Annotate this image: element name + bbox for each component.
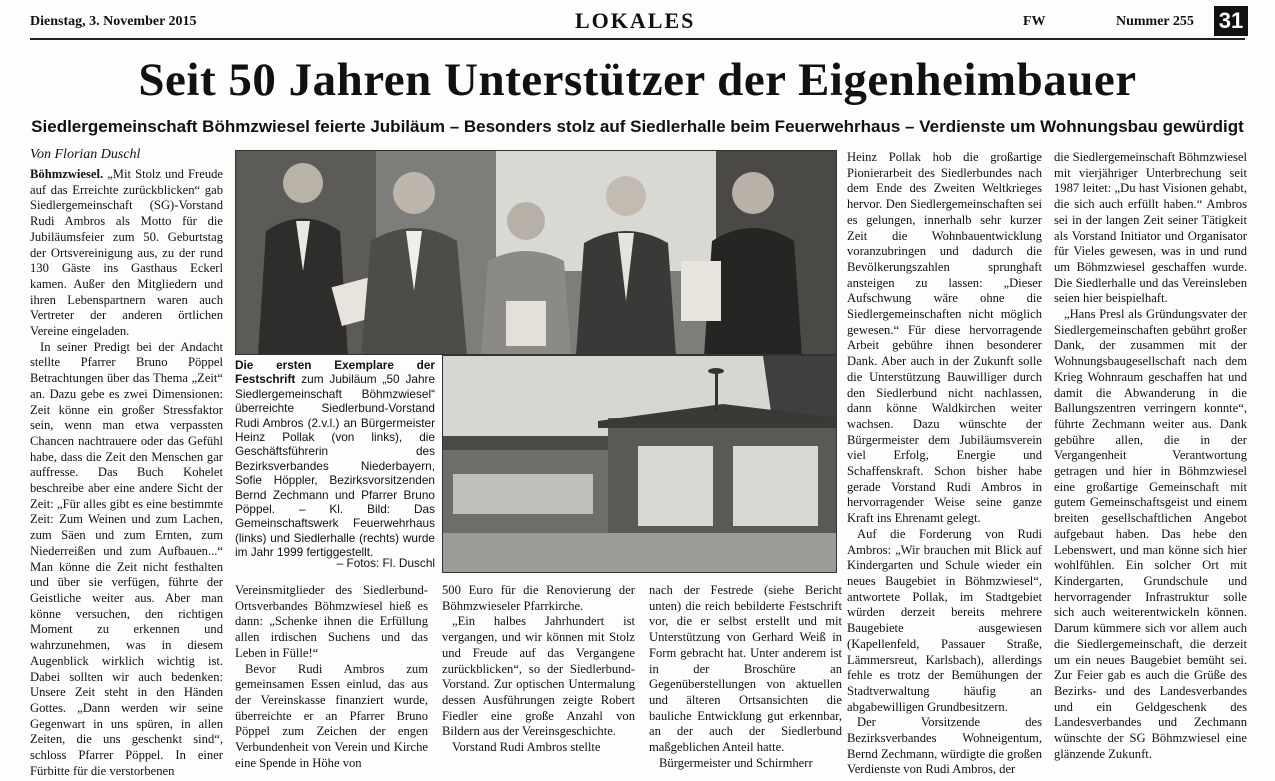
building-photo-image: [443, 356, 837, 573]
group-photo: [235, 150, 837, 355]
paragraph: In seiner Predigt bei der Andacht stellte Pfarrer Bruno Pöppel Betrachtungen über das Thema „Zeit“ an. Dazu gebe es zwei Dimensionen: Zeit könne ein großer Stressfaktor sein, wenn man etwa verpassten Chancen nachtrauere oder das Gefühl habe, dass die Zeit den Menschen gar auffresse. Das Buch Kohelet beschreibe aber eine andere Sicht der Zeit: „Für alles gibt es eine bestimmte Zeit: Zum Weinen und zum Lachen, zum Säen und zum Ernten, zum Niederreißen und zum Aufbauen...“ Man könne die Zeit nicht festhalten und über sie verfügen, führte der Geistliche weiter aus. Aber man könne versuchen, den richtigen Moment zu erkennen und wahrzunehmen, was in diesem Augenblick wirklich wichtig ist. Dabei sollten wir auch bedenken: Unsere Zeit steht in den Händen Gottes. „Dann werden wir seine Gegenwart in uns spüren, in allen Zeiten, die uns geschenkt sind“, schloss Pfarrer Pöppel. In einer Fürbitte für die verstorbenen: [30, 339, 223, 778]
dateline: Böhmzwiesel.: [30, 167, 104, 181]
article-column-6: [1054, 150, 1247, 762]
article-column-4: [649, 583, 842, 771]
paragraph-text: „Mit Stolz und Freude auf das Erreichte zurückblicken“ gab Siedlergemeinschaft (SG)-Vorstand Rudi Ambros als Motto für die Jubiläumsfeier zum 50. Geburtstag der Ortsvereinigung aus, zu der rund 130 Gäste ins Gasthaus Eckerl kamen. Außer den Mitgliedern und ihren Lebenspartnern waren auch Vertreter der anderen örtlichen Vereine eingeladen.: [30, 167, 223, 339]
page-header: [30, 6, 1245, 36]
page-number: 31: [1214, 6, 1248, 36]
paragraph: Bürgermeister und Schirmherr: [659, 755, 813, 770]
article-column-5: [847, 150, 1042, 778]
paragraph: Bevor Rudi Ambros zum gemeinsamen Essen einlud, das aus der Vereinskasse finanziert wurde, überreichte er an Pfarrer Bruno Pöppel zum Zeichen der engen Verbundenheit von Verein und Kirche eine Spende in Höhe von: [235, 661, 428, 770]
issue-number: Nummer 255: [1116, 14, 1194, 29]
paragraph: Auf die Forderung von Rudi Ambros: „Wir brauchen mit Blick auf Kindergarten und Schule wieder ein neues Baugebiet in Böhmzwiesel“, antwortete Pollak, im Stadtgebiet würden derzeit bereits mehrere Baugebiete ausgewiesen (Kapellenfeld, Passauer Straße, Lämmersreut, Karlsbach), allerdings fehle es trotz der Bemühungen der Stadtverwaltung häufig an abgabewilligen Grundbesitzern.: [847, 526, 1042, 714]
issue-date: Dienstag, 3. November 2015: [30, 14, 197, 29]
caption-text: zum Jubiläum „50 Jahre Siedlergemeinschaft Böhmzwiesel“ überreichte Siedlerbund-Vorstand Rudi Ambros (2.v.l.) an Bürgermeister Heinz Pollak (von links), die Geschäftsführerin des Bezirksverbandes Niederbayern, Sofie Höppler, Bezirksvorsitzenden Bernd Zechmann und Pfarrer Bruno Pöppel. – Kl. Bild: Das Gemeinschaftswerk Feuerwehrhaus (links) und Siedlerhalle (rechts) wurde im Jahr 1999 fertiggestellt.: [235, 372, 436, 560]
paragraph: „Ein halbes Jahrhundert ist vergangen, und wir können mit Stolz und Freude auf das Vergangene zurückblicken“, so der Siedlerbund-Vorstand. Zur optischen Untermalung dessen Ausführungen zeigte Robert Fiedler eine große Anzahl von Bildern aus der Vereinsgeschichte.: [442, 614, 635, 739]
building-photo: [442, 355, 837, 573]
paragraph: nach der Festrede (siehe Bericht unten) die reich bebilderte Festschrift vor, die er selbst erstellt und mit Unterstützung von Gerhard Weiß in Form gebracht hat. Unter anderem ist in der Broschüre an Gegenüberstellungen von aktuellen und älteren Ortsansichten die bauliche Entwicklung gut erkennbar, an der auch der Siedlerbund maßgeblichen Anteil hatte.: [649, 583, 842, 755]
paragraph: 500 Euro für die Renovierung der Böhmzwieseler Pfarrkirche.: [442, 583, 635, 613]
article-headline: Seit 50 Jahren Unterstützer der Eigenheimbauer: [138, 54, 1137, 106]
article-subheadline: Siedlergemeinschaft Böhmzwiesel feierte Jubiläum – Besonders stolz auf Siedlerhalle beim Feuerwehrhaus – Verdienste um Wohnungsbau gewürdigt: [31, 117, 1244, 136]
paragraph: Vereinsmitglieder des Siedlerbund-Ortsverbandes Böhmzwiesel hieß es dann: „Schenke ihnen die Erfüllung allen irdischen Suchens und das Leben in Fülle!“: [235, 583, 428, 660]
article-column-2: [235, 583, 428, 771]
article-byline: Von Florian Duschl: [30, 147, 141, 162]
paper-abbrev: FW: [1023, 14, 1046, 29]
photo-credit: – Fotos: Fl. Duschl: [336, 556, 435, 570]
paragraph: „Hans Presl als Gründungsvater der Siedlergemeinschaften gebührt großer Dank, der zusammen mit der Wohnungsbaugesellschaft nach dem Krieg Wohnraum geschaffen hat und damit die Abwanderung in die Ballungszentren verringern konnte“, führte Zechmann weiter aus. Dank gebühre allen, die in der Vergangenheit Verantwortung getragen und hier in Böhmzwiesel eine großartige Gemeinschaft mit gutem Gemeinschaftsgeist und einem breiten gesellschaftlichen Angebot aufgebaut haben. Das hebe den Lebenswert, und man könne sich hier wohlfühlen. Ein solcher Ort mit Kindergarten, Grundschule und hervorragender Infrastruktur solle sich auch weiterentwickeln können. Darum kümmere sich vor allem auch die Siedlergemeinschaft, die derzeit um ein neues Baugebiet bemüht sei. Zur Feier gab es auch die Grüße des Bezirks- und des Landesverbandes und ein Geldgeschenk des Landesverbandes und Zechmann wünschte der SG Böhmzwiesel eine glänzende Zukunft.: [1054, 307, 1247, 761]
paragraph: [30, 167, 223, 340]
photo-caption: [235, 358, 435, 560]
paragraph: Vorstand Rudi Ambros stellte: [452, 740, 601, 755]
header-rule: [30, 38, 1245, 40]
section-title: LOKALES: [575, 8, 696, 33]
paragraph: die Siedlergemeinschaft Böhmzwiesel mit vierjähriger Unterbrechung seit 1987 leitet: „Du hast Visionen gehabt, die sich auch erfüllt haben.“ Ambros sei in der langen Zeit seiner Tätigkeit als Vorstand Initiator und Organisator für Vieles gewesen, was in und rund um Böhmzwiesel geschaffen wurde. Die Siedlerhalle und das Vereinsleben seien hier beispielhaft.: [1054, 150, 1247, 306]
caption-lead: Die ersten Exemplare der Festschrift: [235, 358, 435, 387]
article-column-3: [442, 583, 635, 756]
paragraph: Heinz Pollak hob die großartige Pionierarbeit des Siedlerbundes nach dem Ende des Zweiten Weltkrieges hervor. Den Siedlergemeinschaften sei es gelungen, innerhalb sehr kurzer Zeit die Wohnbauentwicklung voranzubringen und dadurch die Bevölkerungszahlen sprunghaft ansteigen zu lassen: „Dieser Aufschwung wäre ohne die Siedlergemeinschaften nicht möglich gewesen.“ Für diese hervorragende Arbeit gebühre ihnen besonderer Dank. Aber auch in der Zukunft solle die Unterstützung Bauwilliger durch den Siedlerbund nicht nachlassen, dann könne Waldkirchen weiter wachsen. Dazu wünschte der Bürgermeister dem Jubiläumsverein viel Erfolg, Energie und Schaffenskraft. Schon bisher habe gerade Vorstand Rudi Ambros in hervorragender Weise seine ganze Kraft ins Ehrenamt gelegt.: [847, 150, 1042, 526]
group-photo-image: [236, 151, 837, 355]
paragraph: Der Vorsitzende des Bezirksverbandes Wohneigentum, Bernd Zechmann, würdigte die großen Verdienste von Rudi Ambros, der: [847, 715, 1042, 777]
article-column-1: [30, 167, 223, 779]
